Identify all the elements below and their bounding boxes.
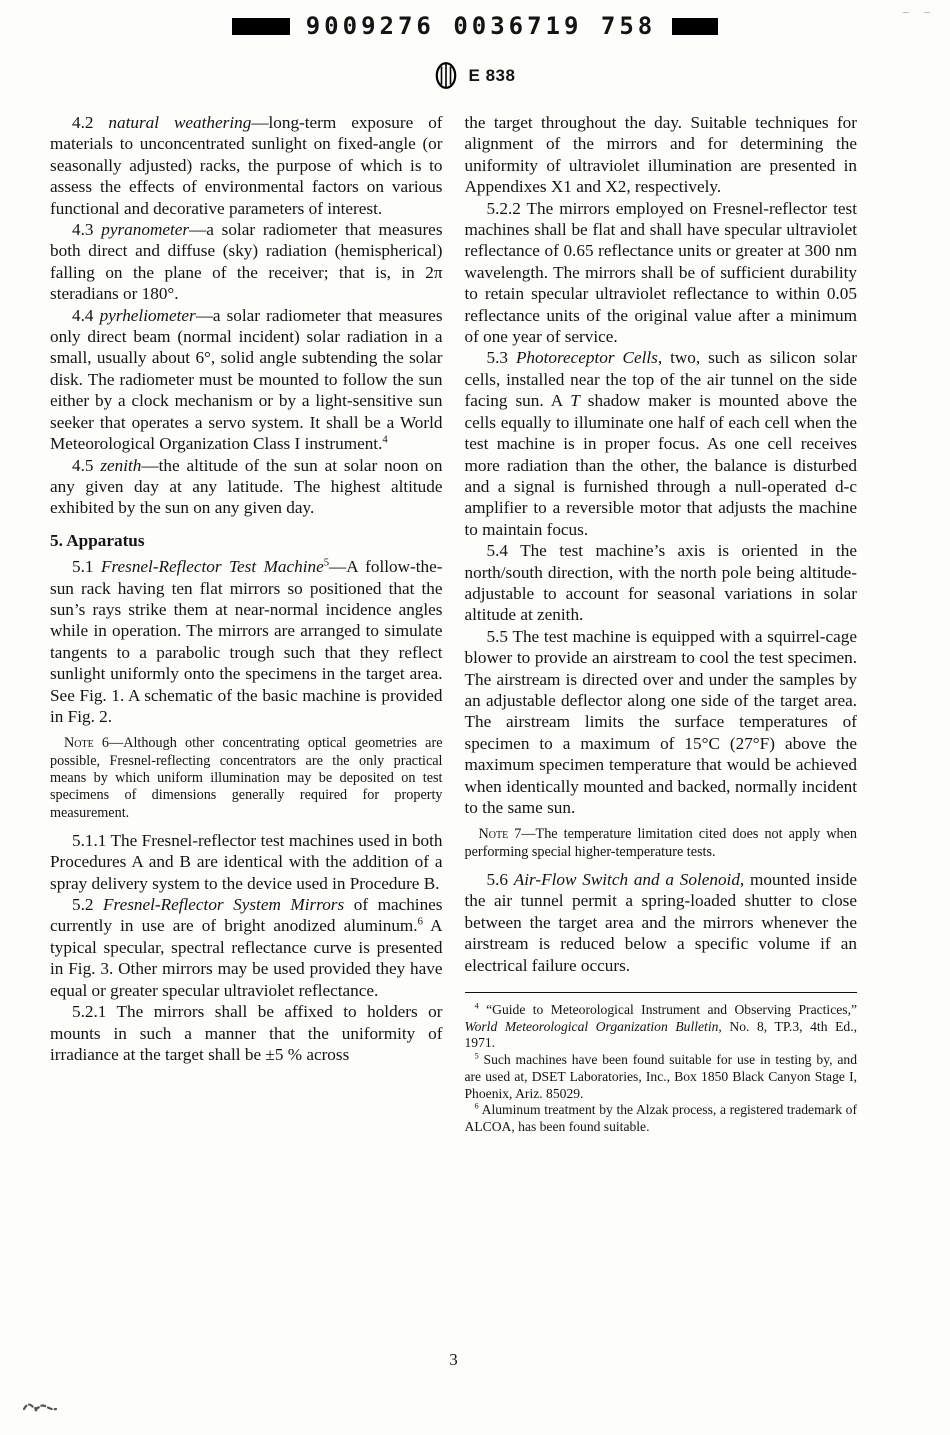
document-scan-header	[0, 12, 950, 40]
text-segment: 4	[474, 1000, 479, 1011]
para-5-2-1	[50, 1001, 443, 1065]
text-segment: pyrheliometer	[99, 305, 196, 325]
text-segment: 5.1.1 The Fresnel-reflector test machines used in both Procedures A and B are identical with the addition of a spray delivery system to the device used in Procedure B.	[50, 830, 443, 893]
footnote-4	[465, 1002, 858, 1052]
text-segment: Aluminum treatment by the Alzak process, a registered trademark of ALCOA, has been found suitable.	[464, 1102, 857, 1134]
footnote-6	[465, 1102, 858, 1135]
text-segment: Fresnel-Reflector Test Machine	[100, 557, 324, 577]
text-segment: —the altitude of the sun at solar noon on any given day at any latitude. The highest altitude exhibited by the sun on any given day.	[50, 455, 443, 518]
text-segment: A typical specular, spectral reflectance curve is presented in Fig. 3. Other mirrors may be used provided they have equal or greater specular ultraviolet reflectance.	[50, 916, 443, 1000]
text-segment: —a solar radiometer that measures both direct and diffuse (sky) radiation (hemispherical) falling on the plane of the receiver; that is, in 2π steradians or 180°.	[50, 220, 443, 304]
text-segment: Fresnel-Reflector System Mirrors	[103, 895, 345, 915]
footnote-5	[465, 1052, 858, 1102]
text-segment: pyranometer	[101, 220, 190, 240]
text-columns	[50, 112, 857, 1136]
para-4-4	[50, 305, 443, 455]
text-segment: 7—The temperature limitation cited does not apply when performing special higher-temperature tests.	[464, 826, 857, 860]
text-segment: 5.2	[72, 895, 104, 915]
text-segment: , two, such as silicon solar cells, installed near the top of the air tunnel on the side facing sun. A	[464, 348, 857, 411]
document-number: 9009276 0036719 758	[305, 12, 657, 40]
para-5-2-2	[465, 198, 858, 348]
text-segment: Note	[64, 735, 94, 752]
text-segment: 5.3	[486, 348, 516, 368]
text-segment: —a solar radiometer that measures only direct beam (normal incident) solar radiation in a small, usually about 6°, solid angle subtending the solar disk. The radiometer must be mounted to follow the sun either by a clock mechanism or by a light-sensitive sun seeker that operates a servo system. It shall be a World Meteorological Organization Class I instrument.	[50, 305, 443, 454]
text-segment: 5.2.2 The mirrors employed on Fresnel-reflector test machines shall be flat and shall have specular ultraviolet reflectance of 0.65 reflectance units or greater at 300 nm wavelength. The mirrors shall be of sufficient durability to retain specular ultraviolet reflectance to within 0.05 reflectance units of the original value after a minimum of one year of service.	[464, 198, 857, 347]
scan-smudge-artifact	[22, 1400, 66, 1419]
note-6	[50, 735, 443, 821]
text-segment: 5	[323, 557, 330, 569]
text-segment: —A follow-the-sun rack having ten flat mirrors so positioned that the sun’s rays strike them at near-normal incidence angles while in operation. The mirrors are arranged to simulate tangents to a parabolic trough such that they reflect sunlight uniformly onto the specimens in the target area. See Fig. 1. A schematic of the basic machine is provided in Fig. 2.	[50, 557, 443, 726]
barcode-block-left-icon	[232, 18, 290, 35]
para-5-3	[465, 347, 858, 540]
text-segment: T	[570, 391, 580, 411]
barcode-block-right-icon	[672, 18, 718, 35]
text-segment: 4.4	[72, 305, 100, 325]
footnote-divider	[465, 992, 858, 993]
text-segment: natural weathering	[108, 113, 252, 132]
page-number: 3	[449, 1350, 458, 1369]
designation-row	[0, 62, 950, 89]
astm-logo-icon	[435, 62, 457, 89]
para-5-2-1-continued	[465, 112, 858, 198]
para-5-4	[465, 540, 858, 626]
text-segment: Such machines have been found suitable for use in testing by, and are used at, DSET Laboratories, Inc., Box 1850 Black Canyon Stage I, Phoenix, Ariz. 85029.	[464, 1052, 857, 1101]
text-segment: 5.1	[72, 557, 101, 577]
text-segment: shadow maker is mounted above the cells equally to illuminate one half of each cell when the test machine is in proper focus. As one cell receives more radiation than the other, the balance is disturbed and a signal is furnished through a null-operated d-c amplifier to a reversible motor that adjusts the machine to maintain focus.	[464, 391, 857, 539]
para-5-6	[465, 869, 858, 976]
note-7	[465, 826, 858, 861]
text-segment: 5.2.1 The mirrors shall be affixed to holders or mounts in such a manner that the uniformity of irradiance at the target shall be ±5 % across	[50, 1002, 443, 1064]
text-segment: 5.4 The test machine’s axis is oriented in the north/south direction, with the north pole being altitude-adjustable to account for seasonal variations in solar altitude at zenith.	[464, 541, 857, 625]
text-segment: 5	[474, 1050, 479, 1061]
text-segment: mounted inside the air tunnel permit a spring-loaded shutter to close between the target area and the mirrors whenever the airstream is reduced below a specific volume if an electrical failure occurs.	[464, 870, 857, 975]
para-5-1-1	[50, 830, 443, 894]
para-4-3	[50, 219, 443, 305]
text-segment: Air-Flow Switch and a Solenoid,	[513, 870, 745, 889]
para-4-5	[50, 455, 443, 519]
text-segment: World Meteorological Organization Bulletin	[464, 1018, 719, 1034]
scan-corner-artifact: – –	[903, 4, 936, 18]
standard-designation: E 838	[468, 65, 516, 85]
para-5-1	[50, 556, 443, 727]
para-5-2	[50, 894, 443, 1001]
text-segment: , No. 8, TP.3, 4th Ed., 1971.	[464, 1018, 857, 1051]
text-segment: Photoreceptor Cells	[515, 348, 658, 368]
text-segment: 6	[417, 916, 423, 928]
left-column	[50, 112, 443, 1136]
text-segment: “Guide to Meteorological Instrument and Observing Practices,”	[478, 1002, 857, 1018]
text-segment: 4.2	[72, 113, 109, 132]
text-segment: Note	[478, 826, 509, 843]
text-segment: 4.3	[72, 220, 102, 240]
text-segment: the target throughout the day. Suitable techniques for alignment of the mirrors and for determining the uniformity of ultraviolet illumination are presented in Appendixes X1 and X2, respectively.	[464, 113, 857, 197]
text-segment: 4.5	[72, 455, 101, 475]
text-segment: 6	[474, 1100, 479, 1111]
text-segment: —long-term exposure of materials to unconcentrated sunlight on fixed-angle (or seasonally adjusted) racks, the purpose of which is to assess the effects of environmental factors on various functional and decorative parameters of interest.	[50, 113, 443, 218]
text-segment: 5.5 The test machine is equipped with a squirrel-cage blower to provide an airstream to cool the test specimen. The airstream is directed over and under the samples by an adjustable deflector along one side of the target area. The airstream limits the surface temperatures of specimen to a maximum of 15°C (27°F) above the maximum specimen temperature that would be achieved when identically mounted and backed, normally incident to the same sun.	[464, 626, 857, 817]
text-segment: 6—Although other concentrating optical geometries are possible, Fresnel-reflecting concentrators are the only practical means by which uniform illumination may be deposited on test specimens of dimensions generally required for property measurement.	[50, 735, 443, 821]
text-segment: zenith	[100, 455, 142, 475]
text-segment: 5. Apparatus	[50, 530, 145, 550]
text-segment: 4	[382, 434, 388, 446]
para-4-2	[50, 112, 443, 219]
heading-5-apparatus	[50, 530, 443, 551]
text-segment: of machines currently in use are of bright anodized aluminum.	[50, 895, 443, 936]
right-column	[465, 112, 858, 1136]
para-5-5	[465, 626, 858, 819]
text-segment: 5.6	[486, 870, 514, 889]
